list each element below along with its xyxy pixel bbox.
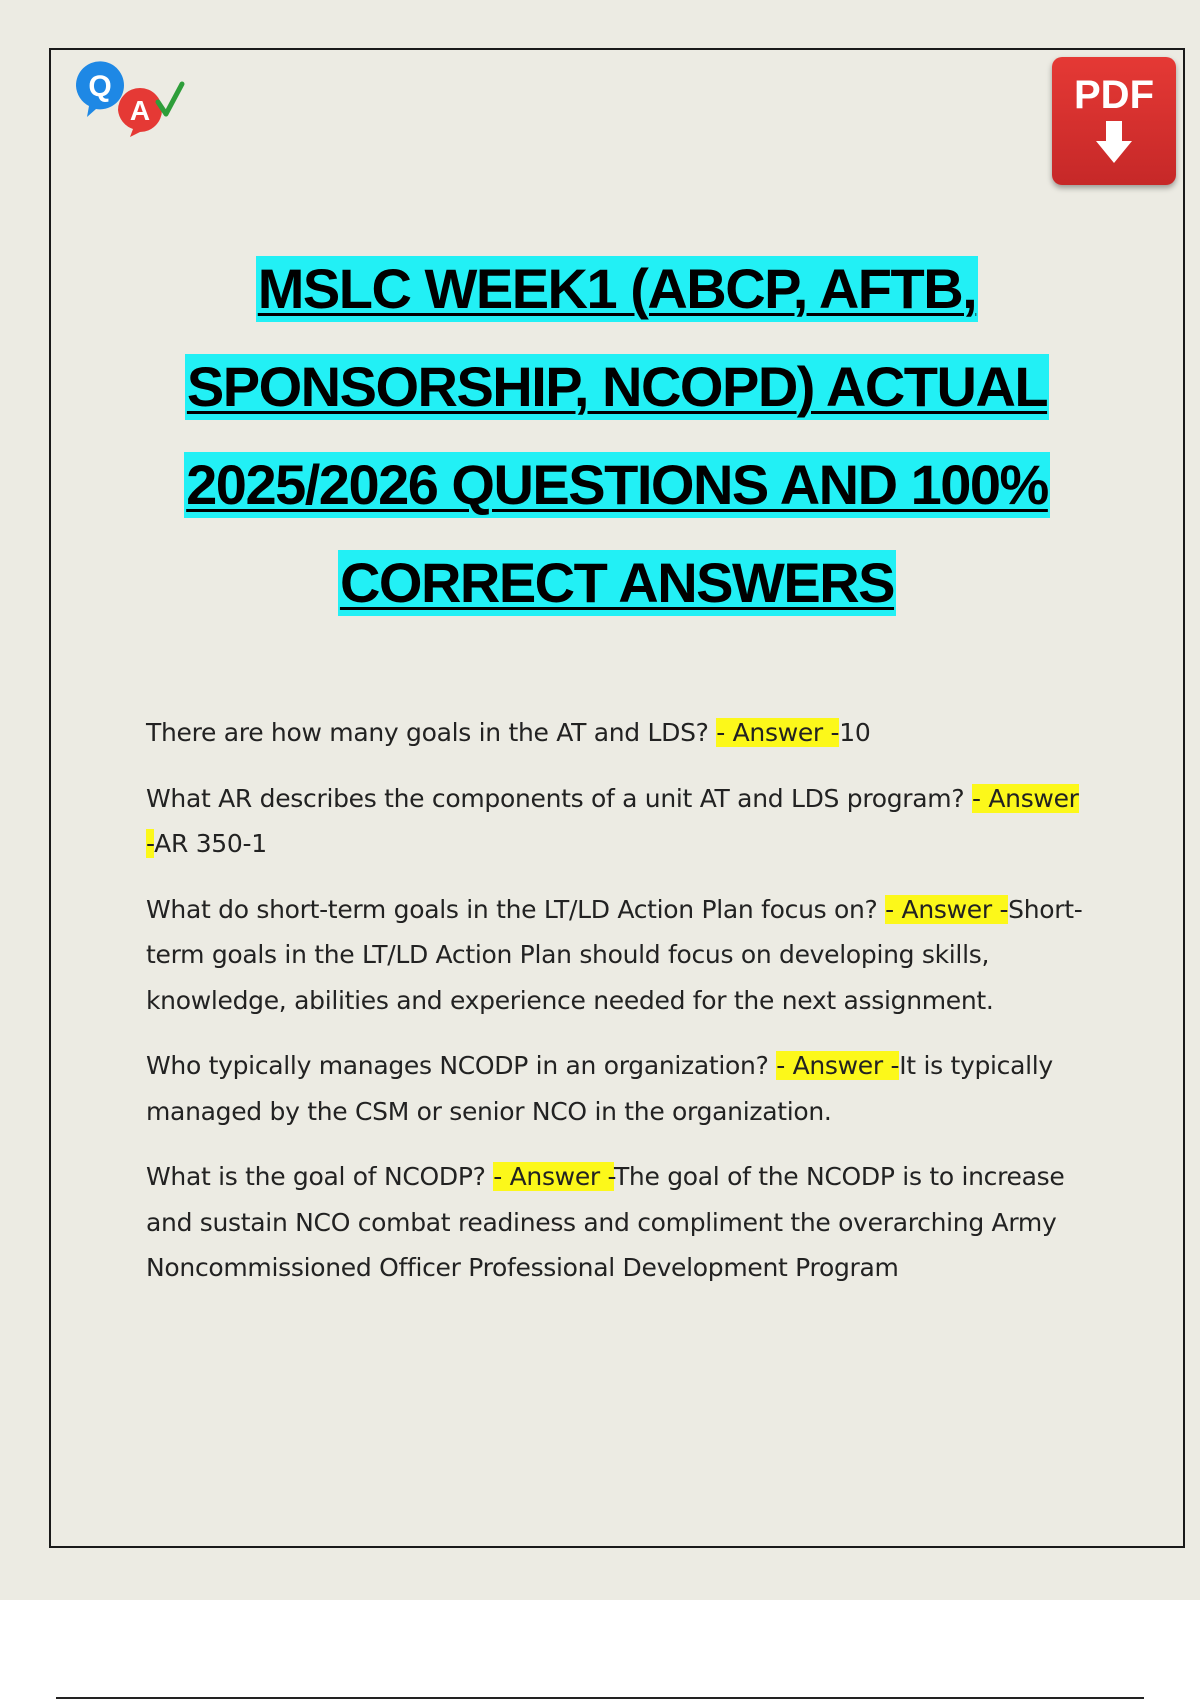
question-text: There are how many goals in the AT and LDS? [146, 718, 717, 747]
download-arrow-icon [1094, 119, 1134, 165]
answer-text: 10 [839, 718, 871, 747]
title-line: 2025/2026 QUESTIONS AND 100% [186, 453, 1048, 516]
title-line: MSLC WEEK1 (ABCP, AFTB, [257, 257, 977, 320]
pdf-download-badge[interactable] [1052, 57, 1176, 185]
answer-text: AR 350-1 [154, 829, 267, 858]
question-text: What is the goal of NCODP? [146, 1162, 494, 1191]
answer-text: The goal of the NCODP is to increase and sustain NCO combat readiness and compliment the overarching Army Noncommissioned Officer Professional Development Program [146, 1162, 1065, 1282]
footer-divider [56, 1697, 1144, 1699]
title-line: SPONSORSHIP, NCOPD) ACTUAL [186, 355, 1048, 418]
qa-check-logo-icon [70, 58, 200, 138]
answer-marker: - Answer - [885, 894, 1009, 924]
qa-list [146, 710, 1086, 1311]
question-text: What do short-term goals in the LT/LD Action Plan focus on? [146, 894, 886, 924]
qa-item [146, 710, 1086, 756]
answer-marker: - Answer - [716, 718, 840, 747]
answer-marker: - Answer - [776, 1051, 900, 1080]
qa-item [146, 887, 1086, 1024]
answer-marker: - Answer - [493, 1162, 614, 1191]
qa-logo-a-letter: A [129, 95, 151, 126]
question-text: Who typically manages NCODP in an organization? [146, 1051, 777, 1080]
qa-item [146, 776, 1086, 867]
qa-item [146, 1154, 1086, 1291]
answer-marker: - Answer - [146, 783, 1079, 858]
document-title [60, 240, 1174, 632]
title-line: CORRECT ANSWERS [339, 551, 895, 614]
answer-text: It is typically managed by the CSM or senior NCO in the organization. [146, 1051, 1053, 1126]
answer-text: Short-term goals in the LT/LD Action Plan should focus on developing skills, knowledge, abilities and experience needed for the next assignment. [146, 894, 1083, 1015]
qa-item [146, 1043, 1086, 1134]
qa-logo-q-letter: Q [88, 70, 112, 103]
question-text: What AR describes the components of a unit AT and LDS program? [146, 783, 972, 813]
pdf-badge-label: PDF [1074, 73, 1154, 117]
